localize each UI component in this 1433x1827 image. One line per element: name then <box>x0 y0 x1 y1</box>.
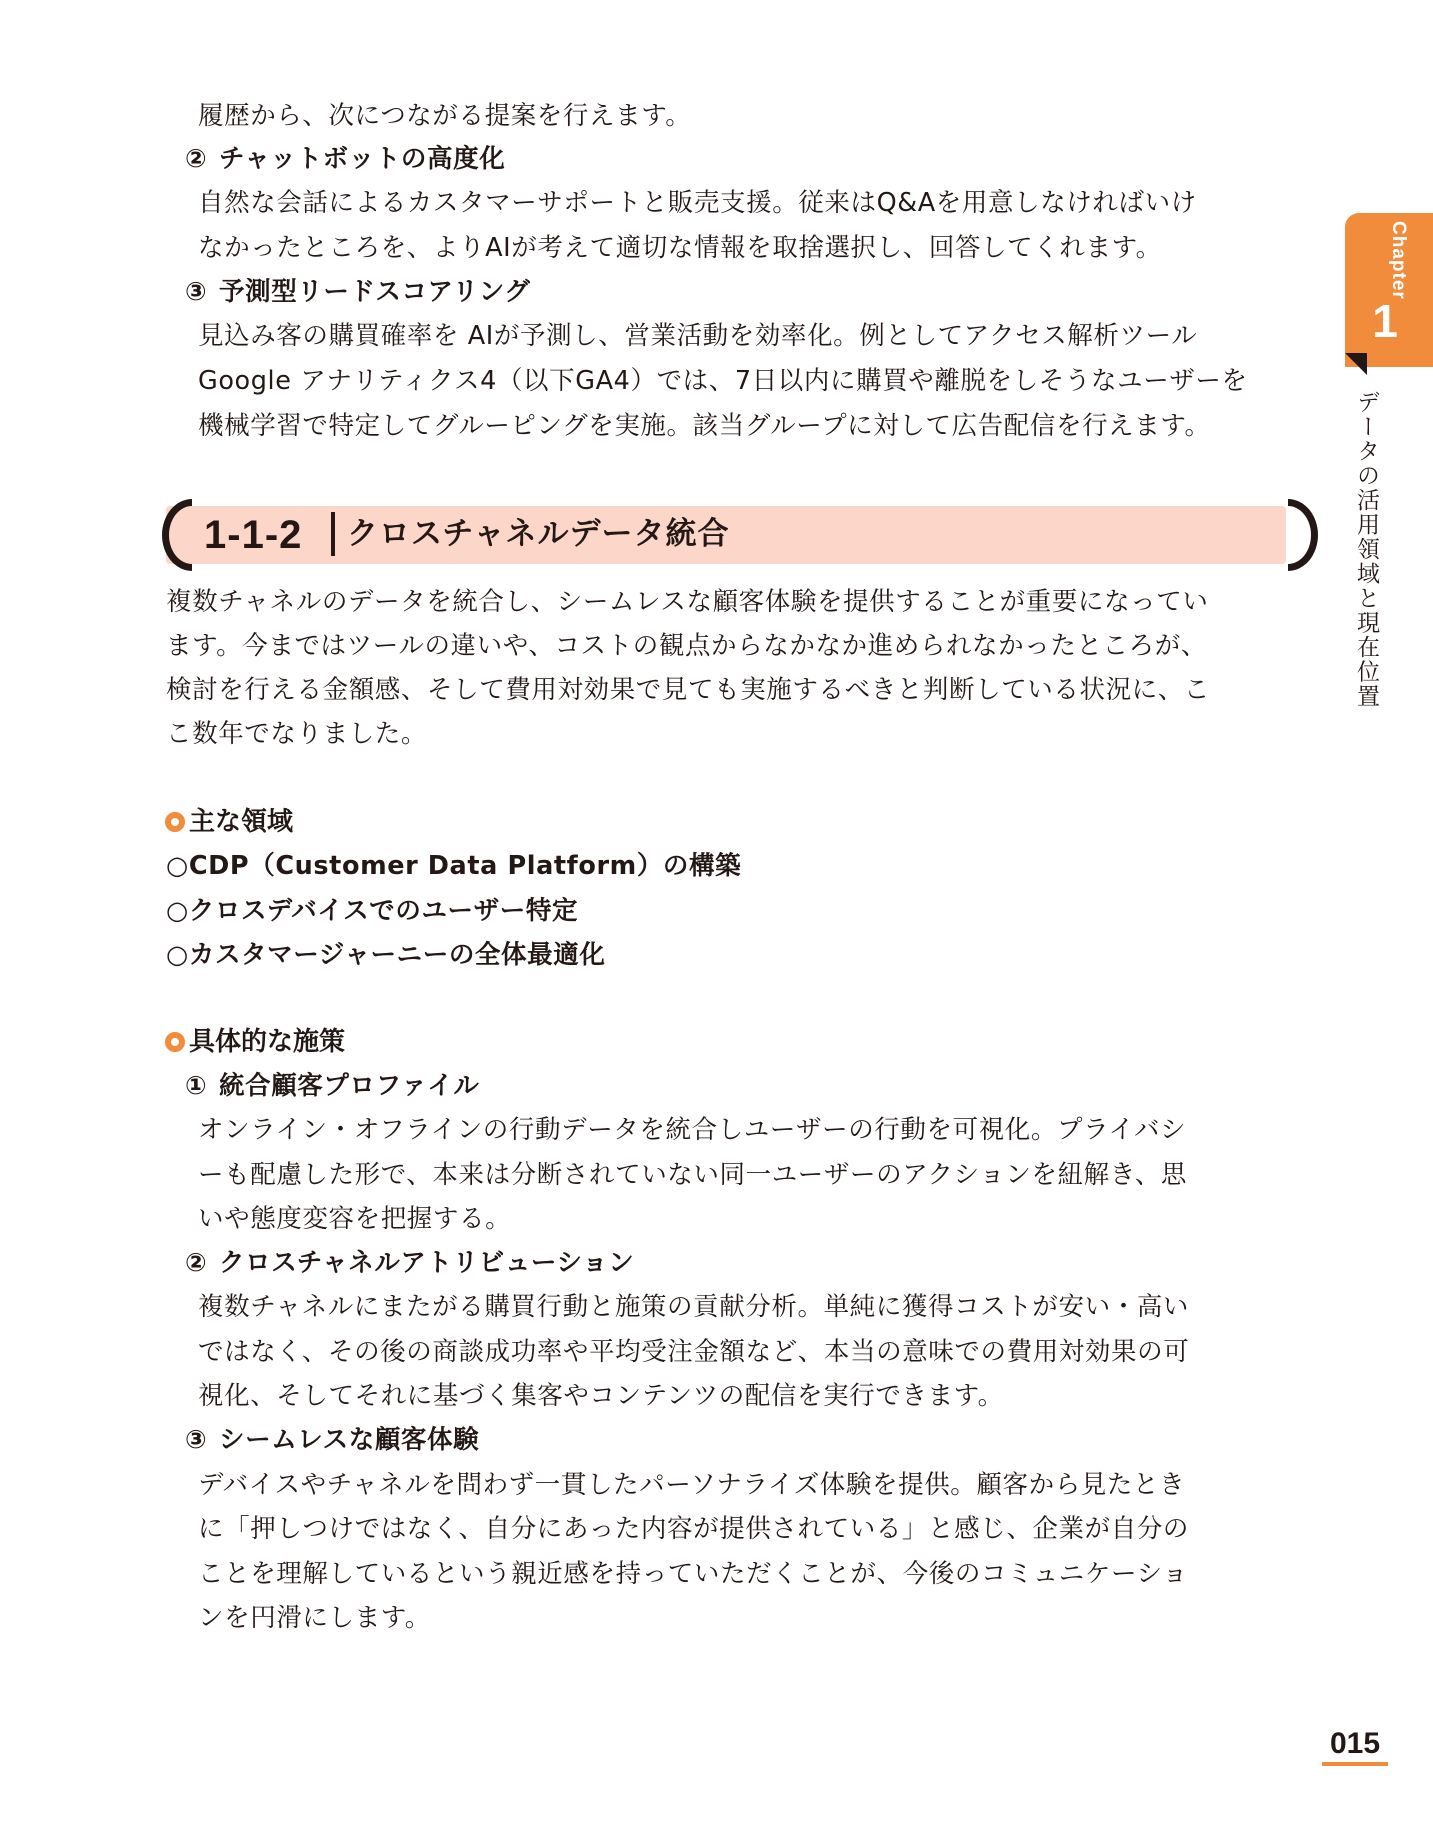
circle-marker-icon <box>165 1032 185 1052</box>
areas-heading: 主な領域 <box>189 807 294 837</box>
body-line: 視化、そしてそれに基づく集客やコンテンツの配信を実行できます。 <box>198 1381 1004 1411</box>
chapter-number: 1 <box>1372 295 1398 347</box>
body-line: ーも配慮した形で、本来は分断されていない同一ユーザーのアクションを紐解き、思 <box>198 1160 1187 1190</box>
section-body-line: 検討を行える金額感、そして費用対効果で見ても実施するべきと判断している状況に、こ <box>166 675 1211 705</box>
measure-heading-attribution <box>185 1245 634 1281</box>
page-number: 015 <box>1329 1727 1381 1760</box>
page-number-underline <box>1322 1762 1388 1766</box>
item-number: ② <box>185 1248 208 1278</box>
body-line: 複数チャネルにまたがる購買行動と施策の貢献分析。単純に獲得コストが安い・高い <box>198 1292 1190 1322</box>
section-number: 1-1-2 <box>204 513 303 557</box>
body-line: に「押しつけではなく、自分にあった内容が提供されている」と感じ、企業が自分の <box>198 1514 1190 1544</box>
item-heading-text: 統合顧客プロファイル <box>219 1071 480 1101</box>
item-number: ③ <box>185 1425 208 1455</box>
item-heading-lead-scoring <box>185 274 530 310</box>
measures-heading: 具体的な施策 <box>189 1027 346 1057</box>
measure-heading-profile <box>185 1068 480 1104</box>
section-body-line: ます。今まではツールの違いや、コストの観点からなかなか進められなかったところが、 <box>166 631 1207 661</box>
item-heading-chatbot <box>185 141 505 177</box>
body-line: 見込み客の購買確率を AIが予測し、営業活動を効率化。例としてアクセス解析ツール <box>198 321 1198 351</box>
circle-marker-icon <box>165 812 185 832</box>
area-item: ○クロスデバイスでのユーザー特定 <box>166 896 579 926</box>
section-divider <box>331 512 335 556</box>
section-title: クロスチャネルデータ統合 <box>347 516 730 552</box>
item-heading-text: シームレスな顧客体験 <box>219 1425 480 1455</box>
chapter-title: データの活用領域と現在位置 <box>1353 390 1379 709</box>
item-number: ② <box>185 144 208 174</box>
body-line: デバイスやチャネルを問わず一貫したパーソナライズ体験を提供。顧客から見たとき <box>198 1470 1186 1500</box>
item-heading-text: チャットボットの高度化 <box>219 144 506 174</box>
area-item: ○カスタマージャーニーの全体最適化 <box>166 940 606 970</box>
body-line: ンを円滑にします。 <box>198 1603 431 1633</box>
item-number: ③ <box>185 277 208 307</box>
section-body-line: 複数チャネルのデータを統合し、シームレスな顧客体験を提供することが重要になってい <box>166 587 1209 617</box>
item-number: ① <box>185 1071 208 1101</box>
body-line: ことを理解しているという親近感を持っていただくことが、今後のコミュニケーショ <box>198 1559 1189 1589</box>
body-line: いや態度変容を把握する。 <box>198 1204 512 1234</box>
measure-heading-seamless <box>185 1422 479 1458</box>
body-line: Google アナリティクス4（以下GA4）では、7日以内に購買や離脱をしそうなユーザーを <box>198 366 1248 396</box>
body-line: オンライン・オフラインの行動データを統合しユーザーの行動を可視化。プライバシ <box>198 1115 1187 1145</box>
item-heading-text: クロスチャネルアトリビューション <box>219 1248 635 1278</box>
body-line: なかったところを、よりAIが考えて適切な情報を取捨選択し、回答してくれます。 <box>198 233 1162 263</box>
area-item: ○CDP（Customer Data Platform）の構築 <box>166 851 742 881</box>
section-body-line: こ数年でなりました。 <box>166 719 428 749</box>
intro-line: 履歴から、次につながる提案を行えます。 <box>198 101 692 131</box>
body-line: ではなく、その後の商談成功率や平均受注金額など、本当の意味での費用対効果の可 <box>198 1337 1190 1367</box>
item-heading-text: 予測型リードスコアリング <box>219 277 531 307</box>
body-line: 機械学習で特定してグルーピングを実施。該当グループに対して広告配信を行えます。 <box>198 411 1211 441</box>
chapter-label: Chapter <box>1388 221 1409 300</box>
body-line: 自然な会話によるカスタマーサポートと販売支援。従来はQ&Aを用意しなければいけ <box>198 188 1197 218</box>
